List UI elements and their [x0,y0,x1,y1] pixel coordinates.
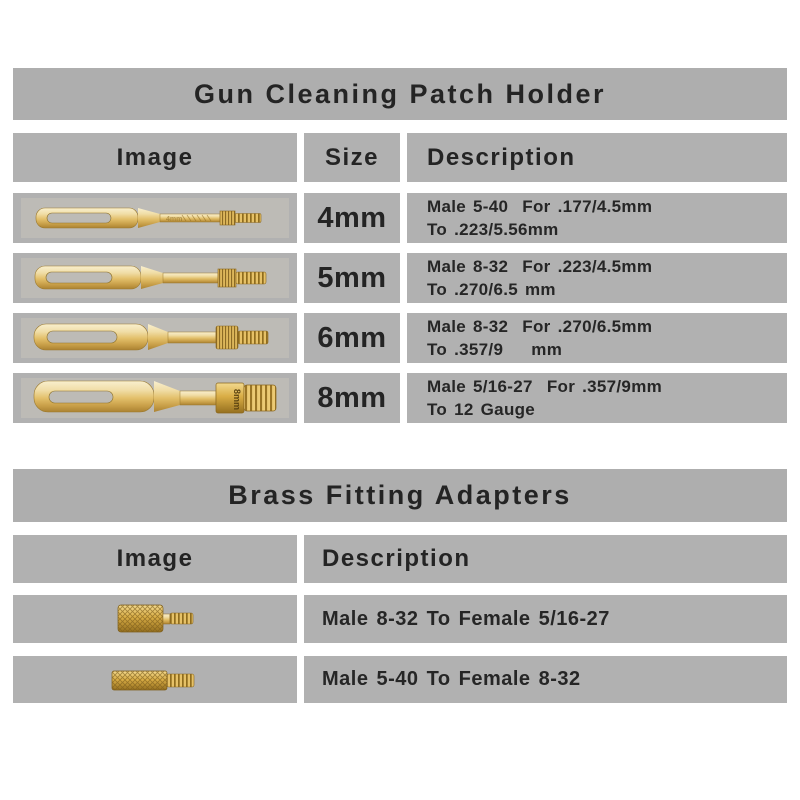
size-cell [304,373,400,423]
section1-header-row [13,133,787,182]
image-cell [13,656,297,703]
description-text: Male 5-40 To Female 8-32 [322,668,581,690]
description-text [427,315,652,361]
patch-holder-4mm-image [30,200,280,236]
description-line1: Male 8-32 For .223/4.5mm [427,257,653,276]
description-cell [407,373,787,423]
description-line1: Male 5/16-27 For .357/9mm [427,377,663,396]
adapter-8-32-image [90,599,220,639]
section1-title: Gun Cleaning Patch Holder [193,78,607,109]
collar-engraving: 8mm [232,389,242,411]
patch-holder-6mm-image [30,318,280,358]
patch-holder-8mm-image [30,376,280,420]
shaft-engraving: 4mm [166,216,183,223]
table-row-8mm [13,373,787,423]
header-description-label: Description [427,143,576,171]
description-cell [407,253,787,303]
product-photo [21,378,289,418]
adapter-5-40-image [90,660,220,700]
size-value: 6mm [317,321,387,354]
table-row-adapter-2 [13,656,787,703]
section2-title: Brass Fitting Adapters [228,480,572,510]
product-photo [21,198,289,238]
image-cell [13,595,297,643]
image-cell [13,313,297,363]
header-cell-description [407,133,787,182]
header-cell-description [304,535,787,583]
table-row-6mm [13,313,787,363]
header-image-label: Image [116,545,194,572]
table-row-5mm [13,253,787,303]
section2-title-bar [13,469,787,522]
header-cell-image [13,133,297,182]
product-photo [21,258,289,298]
patch-holder-5mm-image [30,259,280,297]
product-photo [21,318,289,358]
description-cell [407,193,787,243]
description-line1: Male 8-32 For .270/6.5mm [427,317,653,336]
description-cell [304,595,787,643]
description-text [427,255,652,301]
description-line1: Male 5-40 For .177/4.5mm [427,197,653,216]
header-description-label: Description [322,545,471,572]
size-value: 5mm [317,261,387,294]
section2-header-row [13,535,787,583]
size-value: 4mm [317,201,387,234]
description-line2: To .270/6.5 mm [427,280,556,299]
image-cell [13,193,297,243]
description-text [427,375,662,421]
section1-title-bar [13,68,787,120]
header-image-label: Image [116,143,194,171]
header-size-label: Size [324,143,380,171]
header-cell-size [304,133,400,182]
description-cell [407,313,787,363]
description-line2: To .357/9 mm [427,340,563,359]
image-cell [13,373,297,423]
size-cell [304,253,400,303]
size-value: 8mm [317,381,387,414]
table-row-4mm [13,193,787,243]
description-text [427,195,652,241]
description-line2: To 12 Gauge [427,400,536,419]
header-cell-image [13,535,297,583]
description-cell [304,656,787,703]
description-text: Male 8-32 To Female 5/16-27 [322,607,610,630]
image-cell [13,253,297,303]
description-line2: To .223/5.56mm [427,220,559,239]
table-row-adapter-1 [13,595,787,643]
size-cell [304,193,400,243]
size-cell [304,313,400,363]
